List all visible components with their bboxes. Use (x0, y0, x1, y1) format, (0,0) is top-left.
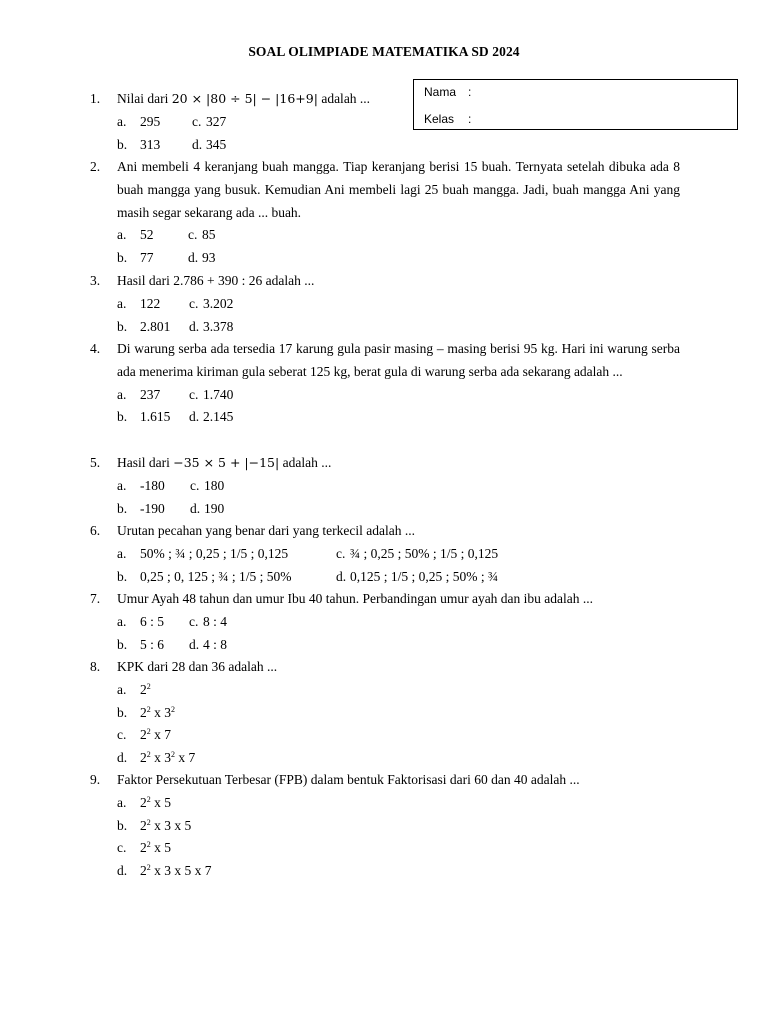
option-b[interactable] (117, 406, 170, 429)
option-text: $2^2$ x 3 x 5 x 7 (140, 863, 212, 879)
options-grid (117, 224, 680, 270)
option-b[interactable] (117, 634, 164, 657)
option-letter: d. (117, 750, 128, 766)
option-letter: c. (189, 613, 199, 629)
option-letter: c. (117, 840, 127, 856)
option-d[interactable] (189, 406, 233, 429)
option-letter: d. (189, 318, 200, 334)
question-number: 6. (90, 523, 101, 538)
option-d[interactable] (190, 498, 224, 521)
name-label: Nama (424, 85, 457, 99)
option-letter: c. (192, 113, 202, 129)
option-letter: a. (117, 227, 127, 243)
option-b[interactable] (117, 815, 191, 838)
option-text: 3.378 (203, 318, 234, 334)
option-a[interactable] (117, 543, 288, 566)
option-c[interactable] (190, 475, 224, 498)
exponent: 2 (146, 840, 151, 850)
question-2 (90, 156, 680, 270)
option-b[interactable] (117, 247, 154, 270)
option-text: 5 : 6 (140, 636, 165, 652)
option-b[interactable] (117, 134, 160, 157)
question-text: Umur Ayah 48 tahun dan umur Ibu 40 tahun. Perbandingan umur ayah dan ibu adalah ... (117, 591, 594, 606)
option-letter: d. (190, 500, 201, 516)
option-text: 313 (140, 136, 161, 152)
option-letter: a. (117, 477, 127, 493)
option-text: 6 : 5 (140, 613, 165, 629)
option-text: 50% ; ¾ ; 0,25 ; 1/5 ; 0,125 (140, 545, 289, 561)
question-text-part: Hasil dari (117, 455, 170, 470)
option-letter: a. (117, 113, 127, 129)
option-text: 295 (140, 113, 161, 129)
question-3 (90, 270, 680, 338)
option-letter: b. (117, 500, 128, 516)
question-text (117, 452, 680, 475)
option-text: -180 (140, 477, 165, 493)
option-text: $2^2$ x 3 x 5 (140, 817, 192, 833)
question-number: 4. (90, 341, 101, 356)
option-d[interactable] (336, 566, 498, 589)
option-text: 0,125 ; 1/5 ; 0,25 ; 50% ; ¾ (350, 568, 499, 584)
options-grid (117, 611, 680, 657)
question-text: Urutan pecahan yang benar dari yang terkecil adalah ... (117, 523, 415, 538)
question-6 (90, 520, 680, 588)
math-expression: −35 × 5 + |−15| (173, 455, 280, 470)
option-text: -190 (140, 500, 165, 516)
exponent: 2 (146, 794, 151, 804)
option-letter: b. (117, 568, 128, 584)
option-text: $2^2$ x $3^2$ x 7 (140, 750, 196, 766)
exponent: 2 (146, 681, 151, 691)
option-c[interactable] (188, 224, 216, 247)
option-c[interactable] (192, 111, 226, 134)
math-expression: 20 × |80 ÷ 5| − |16+9| (171, 91, 318, 106)
option-c[interactable] (336, 543, 498, 566)
question-text: Ani membeli 4 keranjang buah mangga. Tiap keranjang berisi 15 buah. Ternyata setelah dibuka ada 8 buah mangga yang busuk. Kemudian Ani membeli lagi 25 buah mangga. Jadi, buah mangga Ani yang masih segar sekarang ada ... buah. (117, 159, 680, 220)
option-d[interactable] (188, 247, 216, 270)
question-number: 2. (90, 159, 101, 174)
option-text: 2.145 (203, 409, 234, 425)
option-text: 1.740 (203, 386, 234, 402)
option-text: 237 (140, 386, 161, 402)
exponent: 2 (171, 750, 175, 760)
exponent: 2 (146, 750, 151, 760)
option-a[interactable] (117, 293, 160, 316)
option-d[interactable] (189, 316, 233, 339)
option-b[interactable] (117, 566, 292, 589)
question-number: 3. (90, 273, 101, 288)
question-9 (90, 769, 680, 883)
option-text: 85 (202, 227, 216, 243)
option-text: $2^2$ x 7 (140, 727, 171, 743)
options-grid (117, 543, 680, 589)
option-letter: a. (117, 681, 127, 697)
option-a[interactable] (117, 384, 160, 407)
option-text: 2.801 (140, 318, 171, 334)
option-a[interactable] (117, 224, 154, 247)
option-a[interactable] (117, 792, 171, 815)
option-b[interactable] (117, 498, 165, 521)
option-letter: d. (189, 636, 200, 652)
options-list (117, 792, 680, 883)
option-text: $2^2$ (140, 681, 151, 697)
class-label: Kelas (424, 112, 455, 126)
exponent: 2 (146, 863, 151, 873)
option-text: 77 (140, 250, 154, 266)
option-b[interactable] (117, 316, 170, 339)
question-text: Faktor Persekutuan Terbesar (FPB) dalam bentuk Faktorisasi dari 60 dan 40 adalah ... (117, 772, 580, 787)
option-text: 180 (204, 477, 225, 493)
option-text: $2^2$ x 5 (140, 794, 171, 810)
question-4 (90, 338, 680, 429)
question-5 (90, 452, 680, 520)
question-number: 7. (90, 591, 101, 606)
question-text-part: Nilai dari (117, 91, 169, 106)
question-number: 1. (90, 91, 101, 106)
option-text: 52 (140, 227, 154, 243)
question-text (117, 88, 680, 111)
option-letter: b. (117, 636, 128, 652)
option-text: 4 : 8 (203, 636, 228, 652)
question-number: 5. (90, 455, 101, 470)
option-letter: a. (117, 295, 127, 311)
option-text: ¾ ; 0,25 ; 50% ; 1/5 ; 0,125 (350, 545, 499, 561)
exponent: 2 (146, 704, 151, 714)
option-text: 190 (204, 500, 225, 516)
option-a[interactable] (117, 611, 164, 634)
page-title: SOAL OLIMPIADE MATEMATIKA SD 2024 (248, 44, 520, 59)
option-letter: a. (117, 545, 127, 561)
option-letter: a. (117, 613, 127, 629)
option-d[interactable] (117, 747, 195, 770)
class-separator: : (468, 112, 472, 126)
option-d[interactable] (189, 634, 227, 657)
option-letter: d. (188, 250, 199, 266)
option-d[interactable] (117, 860, 212, 883)
option-c[interactable] (117, 837, 171, 860)
option-text: 1.615 (140, 409, 171, 425)
option-letter: b. (117, 704, 128, 720)
question-text: Hasil dari 2.786 + 390 : 26 adalah ... (117, 273, 315, 288)
option-c[interactable] (117, 724, 171, 747)
option-letter: a. (117, 794, 127, 810)
option-letter: c. (336, 545, 346, 561)
options-grid (117, 475, 680, 521)
option-letter: d. (117, 863, 128, 879)
option-text: 345 (206, 136, 227, 152)
exponent: 2 (146, 817, 151, 827)
option-a[interactable] (117, 679, 151, 702)
name-separator: : (468, 85, 472, 99)
option-b[interactable] (117, 702, 175, 725)
options-grid (117, 293, 680, 339)
question-text-part: adalah ... (282, 455, 332, 470)
options-grid (117, 384, 680, 430)
question-8 (90, 656, 680, 770)
option-letter: d. (336, 568, 347, 584)
option-text: 327 (206, 113, 227, 129)
options-grid (117, 111, 680, 157)
option-letter: b. (117, 136, 128, 152)
option-letter: c. (117, 727, 127, 743)
option-text: $2^2$ x 5 (140, 840, 171, 856)
option-text: $2^2$ x $3^2$ (140, 704, 175, 720)
option-text: 93 (202, 250, 216, 266)
option-text: 122 (140, 295, 161, 311)
option-letter: b. (117, 250, 128, 266)
question-text: KPK dari 28 dan 36 adalah ... (117, 659, 278, 674)
option-letter: b. (117, 318, 128, 334)
option-d[interactable] (192, 134, 226, 157)
option-text: 3.202 (203, 295, 234, 311)
option-letter: c. (190, 477, 200, 493)
question-text-part: adalah ... (321, 91, 371, 106)
option-a[interactable] (117, 475, 165, 498)
option-letter: a. (117, 386, 127, 402)
option-letter: c. (189, 386, 199, 402)
option-c[interactable] (189, 384, 233, 407)
option-letter: c. (189, 295, 199, 311)
option-letter: b. (117, 409, 128, 425)
option-c[interactable] (189, 611, 227, 634)
option-c[interactable] (189, 293, 233, 316)
options-list (117, 679, 680, 770)
question-text: Di warung serba ada tersedia 17 karung gula pasir masing – masing berisi 95 kg. Hari ini warung serba ada menerima kiriman gula seberat 125 kg, berat gula di warung serba ada sekarang adalah ... (117, 341, 680, 379)
question-7 (90, 588, 680, 656)
exponent: 2 (146, 727, 151, 737)
question-number: 9. (90, 772, 101, 787)
question-number: 8. (90, 659, 101, 674)
option-text: 8 : 4 (203, 613, 228, 629)
option-text: 0,25 ; 0, 125 ; ¾ ; 1/5 ; 50% (140, 568, 292, 584)
question-1 (90, 88, 680, 156)
option-letter: d. (189, 409, 200, 425)
option-letter: d. (192, 136, 203, 152)
option-letter: c. (188, 227, 198, 243)
option-a[interactable] (117, 111, 160, 134)
option-letter: b. (117, 817, 128, 833)
exponent: 2 (171, 704, 175, 714)
